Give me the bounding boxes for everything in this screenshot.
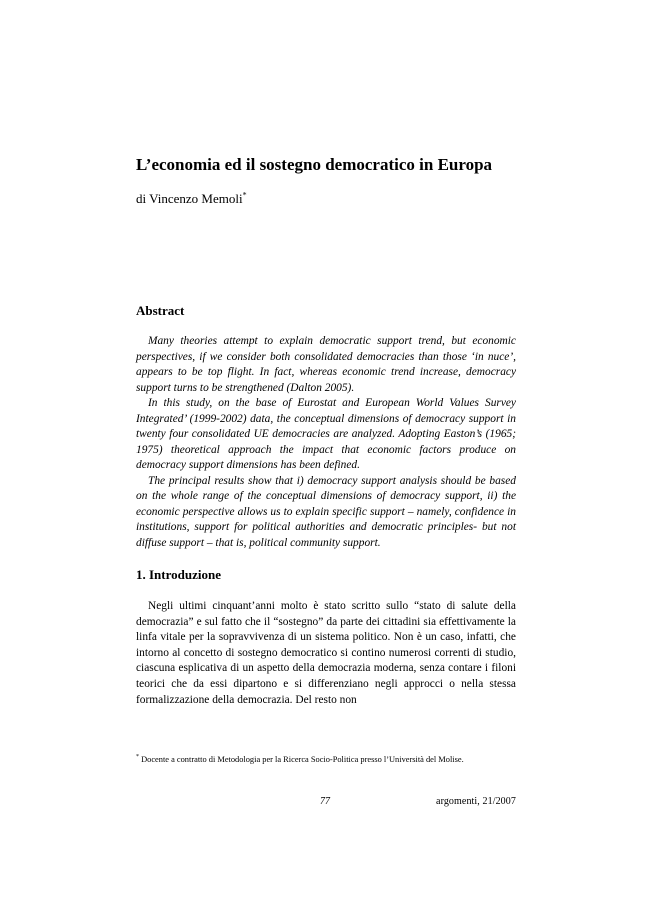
abstract-paragraph-2: In this study, on the base of Eurostat and European World Values Survey Integrated’ (1999-2002) data, the conceptual dimensions of democracy support in twenty four consolidated UE democracies are analyzed. Adopting Easton’s (1965; 1975) theoretical approach the impact that economic factors produce on democracy support dimensions has been defined.: [136, 397, 516, 471]
paper-page: [136, 0, 516, 919]
introduction-text: [136, 599, 516, 708]
footnote-mark: *: [136, 754, 139, 761]
abstract-heading: Abstract: [136, 303, 185, 318]
article-author: [136, 191, 247, 207]
abstract-paragraph-1: Many theories attempt to explain democratic support trend, but economic perspectives, if we consider both consolidated democracies than those ‘in nuce’, appears to be top flight. In fact, whereas economic trend increase, democracy support turns to be strengthened (Dalton 2005).: [136, 335, 516, 394]
abstract-text: [136, 334, 516, 551]
article-title: L’economia ed il sostegno democratico in Europa: [136, 155, 493, 174]
author-name: di Vincenzo Memoli: [136, 191, 243, 206]
section-heading-introduction: 1. Introduzione: [136, 567, 221, 582]
author-footnote-mark[interactable]: *: [242, 190, 247, 200]
abstract-paragraph-3: The principal results show that i) democracy support analysis should be based on the whole range of the conceptual dimensions of democracy support, ii) the economic perspective allows us to explain specific support – namely, confidence in institutions, support for political authorities and democratic principles- but not diffuse support – that is, political community support.: [136, 474, 516, 549]
introduction-paragraph-1: Negli ultimi cinquant’anni molto è stato scritto sullo “stato di salute della democrazia” e sul fatto che il “sostegno” da parte dei cittadini sia effettivamente la linfa vitale per la sopravvivenza di un sistema politico. Non è un caso, infatti, che intorno al concetto di sostegno democratico si contino numerosi correnti di studio, ciascuna esplicativa di un aspetto della democrazia moderna, senza contare i filoni teorici che da essi dipartono e si differenziano negli approcci o nella stessa formalizzazione della democrazia. Del resto non: [136, 600, 516, 706]
page-number: 77: [320, 796, 330, 807]
footnote: [136, 754, 516, 765]
journal-issue: argomenti, 21/2007: [436, 796, 516, 807]
footnote-text: Docente a contratto di Metodologia per la Ricerca Socio-Politica presso l’Università del Molise.: [139, 755, 464, 764]
